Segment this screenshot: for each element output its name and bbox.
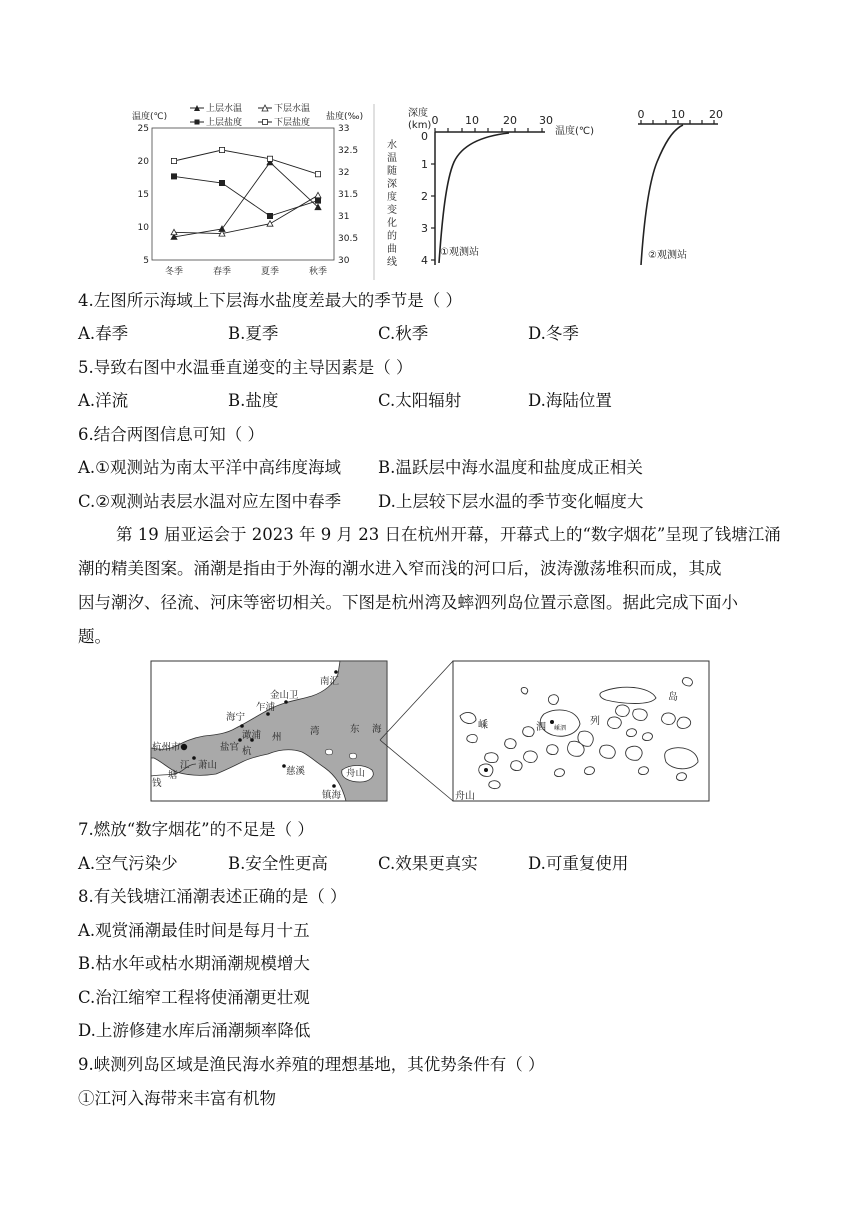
svg-text:深: 深 (387, 179, 397, 190)
y-right-tick: 30 (338, 256, 350, 266)
x-tick-spring: 春季 (212, 267, 232, 277)
station-1-curve (439, 133, 509, 263)
inset-label-shengsi: 嵊泗 (554, 725, 567, 732)
svg-text:的: 的 (387, 231, 397, 242)
q4-option-a[interactable]: A.春季 (78, 324, 129, 343)
data-point (267, 156, 272, 161)
inset-label-sheng: 嵊 (478, 720, 488, 731)
data-point (267, 221, 273, 227)
y-left-tick: 10 (137, 223, 149, 233)
temp-tick: 0 (431, 114, 439, 127)
q6-option-c[interactable]: C.②观测站表层水温对应左图中春季 (78, 492, 342, 511)
legend-upper-salinity: 上层盐度 (206, 118, 243, 128)
svg-text:线: 线 (387, 257, 397, 268)
map-label-hai: 海 (372, 724, 382, 735)
inset-label-lie: 列 (590, 716, 600, 727)
temperature-salinity-chart (130, 100, 370, 280)
q4-option-d[interactable]: D.冬季 (528, 324, 579, 343)
map-label-tang: 塘 (168, 770, 178, 781)
svg-text:化: 化 (387, 218, 397, 229)
passage-line-3: 因与潮汐、径流、河床等密切相关。下图是杭州湾及蟀泗列岛位置示意图。据此完成下面小 (78, 593, 738, 612)
question-7: 7.燃放“数字烟花”的不足是（ ） (78, 820, 314, 839)
q5-option-c[interactable]: C.太阳辐射 (378, 391, 462, 410)
map-label-jinshanwei: 金山卫 (270, 690, 299, 701)
data-point (171, 174, 176, 179)
y-right-tick: 31 (338, 212, 350, 222)
q9-statement-1: ①江河入海带来丰富有机物 (78, 1089, 276, 1108)
temp-tick: 20 (503, 114, 517, 127)
station-2-label: ②观测站 (648, 250, 687, 261)
legend-lower-temp: 下层水温 (274, 104, 311, 114)
station-2-curve (641, 125, 683, 265)
map-label-zhoushan: 舟山 (346, 768, 366, 779)
legend-upper-temp: 上层水温 (206, 104, 243, 114)
y-right-axis-label: 盐度(‰) (326, 112, 364, 122)
y-right-tick: 32.5 (338, 146, 359, 156)
map-label-dong: 东 (350, 724, 360, 735)
depth-tick: 3 (421, 222, 428, 235)
temp-tick: 0 (637, 108, 645, 121)
inset-label-si: 泗 (536, 722, 546, 733)
map-label-nanhui: 南汇 (320, 676, 340, 687)
q6-option-a[interactable]: A.①观测站为南太平洋中高纬度海域 (78, 458, 341, 477)
passage-line-1: 第 19 届亚运会于 2023 年 9 月 23 日在杭州开幕，开幕式上的“数字烟花”呈现了钱塘江涌 (116, 525, 781, 544)
legend-lower-salinity: 下层盐度 (274, 118, 311, 128)
map-label-hangzhou: 杭州市 (152, 742, 181, 753)
svg-text:变: 变 (387, 205, 397, 216)
data-point (267, 213, 272, 218)
svg-text:水: 水 (387, 140, 397, 151)
q7-option-c[interactable]: C.效果更真实 (378, 854, 478, 873)
data-point (171, 158, 176, 163)
y-right-tick: 33 (338, 124, 350, 134)
temp-tick: 30 (539, 114, 553, 127)
depth-temperature-chart (372, 100, 732, 280)
map-label-yanguan: 盐官 (220, 742, 240, 753)
map-label-qian: 钱 (152, 778, 162, 789)
inset-label-zhoushan: 舟山 (455, 791, 475, 802)
temp-tick: 10 (671, 108, 685, 121)
inset-label-dao: 岛 (668, 692, 678, 703)
map-label-cixi: 慈溪 (286, 766, 306, 777)
map-label-haining: 海宁 (226, 712, 246, 723)
y-right-tick: 31.5 (338, 190, 359, 200)
series-line-sq-open (174, 150, 318, 174)
q8-option-b[interactable]: B.枯水年或枯水期涌潮规模增大 (78, 954, 310, 973)
map-label-zhou: 州 (272, 732, 282, 743)
y-left-tick: 15 (137, 190, 149, 200)
q8-option-d[interactable]: D.上游修建水库后涌潮频率降低 (78, 1021, 311, 1040)
x-tick-summer: 夏季 (260, 267, 280, 277)
q8-option-c[interactable]: C.治江缩窄工程将使涌潮更壮观 (78, 988, 310, 1007)
map-label-xiaoshan: 萧山 (198, 760, 218, 771)
map-label-hang: 杭 (242, 746, 252, 757)
data-point (315, 198, 320, 203)
question-4: 4.左图所示海域上下层海水盐度差最大的季节是（ ） (78, 291, 462, 310)
station-1-label: ①观测站 (440, 247, 479, 258)
series-line-tri-open (174, 195, 318, 233)
passage-line-4: 题。 (78, 627, 111, 646)
svg-text:度: 度 (387, 192, 397, 203)
svg-text:随: 随 (387, 166, 397, 177)
y-left-tick: 25 (137, 124, 149, 134)
temp-axis-label: 温度(℃) (555, 126, 595, 137)
x-tick-autumn: 秋季 (308, 267, 328, 277)
q4-option-c[interactable]: C.秋季 (378, 324, 429, 343)
svg-text:温: 温 (387, 153, 397, 164)
temp-tick: 10 (465, 114, 479, 127)
y-right-tick: 30.5 (338, 234, 359, 244)
depth-tick: 2 (421, 190, 428, 203)
question-5: 5.导致右图中水温垂直递变的主导因素是（ ） (78, 358, 413, 377)
y-left-tick: 5 (143, 256, 149, 266)
data-point (315, 172, 320, 177)
depth-tick: 0 (421, 130, 428, 143)
map-label-ganpu: 澉浦 (242, 730, 262, 741)
y-left-tick: 20 (137, 157, 149, 167)
map-label-jiang: 江 (180, 760, 190, 771)
q8-option-a[interactable]: A.观赏涌潮最佳时间是每月十五 (78, 921, 310, 940)
x-tick-winter: 冬季 (164, 267, 184, 277)
temp-tick: 20 (709, 108, 723, 121)
depth-axis-unit: (km) (408, 120, 432, 131)
q7-option-a[interactable]: A.空气污染少 (78, 854, 178, 873)
question-9: 9.峡测列岛区域是渔民海水养殖的理想基地，其优势条件有（ ） (78, 1055, 545, 1074)
depth-axis-label: 深度 (408, 108, 428, 119)
q5-option-a[interactable]: A.洋流 (78, 391, 129, 410)
passage-line-2: 潮的精美图案。涌潮是指由于外海的潮水进入窄而浅的河口后，波涛激荡堆积而成，其成 (78, 559, 722, 578)
q7-option-d[interactable]: D.可重复使用 (528, 854, 629, 873)
map-label-wan: 湾 (310, 726, 320, 737)
depth-tick: 1 (421, 158, 428, 171)
q5-option-b[interactable]: B.盐度 (228, 391, 279, 410)
hangzhou-bay-map (150, 658, 712, 808)
data-point (315, 192, 321, 198)
map-label-zhenhai: 镇海 (322, 790, 342, 801)
depth-tick: 4 (421, 254, 428, 267)
q5-option-d[interactable]: D.海陆位置 (528, 391, 612, 410)
q4-option-b[interactable]: B.夏季 (228, 324, 279, 343)
data-point (219, 180, 224, 185)
q7-option-b[interactable]: B.安全性更高 (228, 854, 328, 873)
side-label-vertical (387, 138, 397, 268)
svg-text:曲: 曲 (387, 244, 397, 255)
question-8: 8.有关钱塘江涌潮表述正确的是（ ） (78, 887, 347, 906)
map-label-zhapu: 乍浦 (256, 702, 276, 713)
y-left-axis-label: 温度(℃) (132, 112, 168, 122)
q6-option-b[interactable]: B.温跃层中海水温度和盐度成正相关 (378, 458, 643, 477)
data-point (219, 147, 224, 152)
question-6: 6.结合两图信息可知（ ） (78, 425, 264, 444)
y-right-tick: 32 (338, 168, 350, 178)
q6-option-d[interactable]: D.上层较下层水温的季节变化幅度大 (378, 492, 644, 511)
